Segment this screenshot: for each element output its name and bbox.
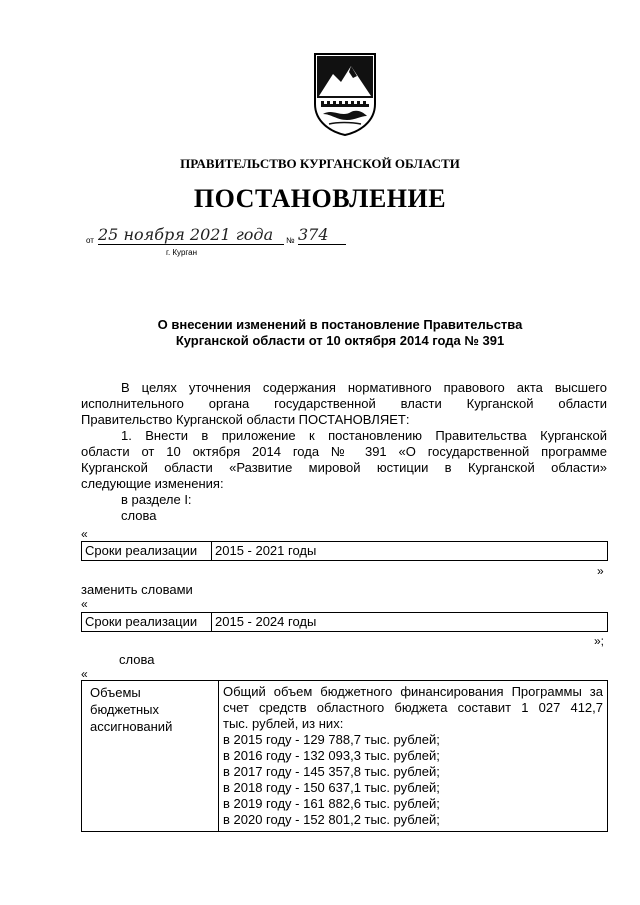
- table-cell-label: Сроки реализации: [82, 613, 212, 632]
- text-line: исполнительного органа государственной власти Курганской области: [81, 396, 607, 411]
- date-prefix-label: от: [86, 236, 94, 245]
- table-cell-value: [219, 681, 608, 832]
- government-title: ПРАВИТЕЛЬСТВО КУРГАНСКОЙ ОБЛАСТИ: [180, 156, 460, 171]
- text-line: Правительство Курганской области ПОСТАНОВЛЯЕТ:: [81, 412, 410, 427]
- paragraph-preamble: [81, 380, 607, 524]
- close-quote: »;: [594, 634, 605, 648]
- text-line: заменить словами: [81, 582, 193, 597]
- handwritten-date: 25 ноября 2021 года: [98, 226, 284, 245]
- table-row: [82, 681, 608, 832]
- value-line: тыс. рублей, из них:: [223, 716, 344, 731]
- document-type-title: ПОСТАНОВЛЕНИЕ: [193, 184, 447, 213]
- handwritten-number: 374: [298, 226, 346, 245]
- coat-of-arms-emblem: [311, 52, 379, 136]
- open-quote: «: [81, 597, 88, 611]
- value-line: Общий объем бюджетного финансирования Программы за: [223, 684, 603, 699]
- document-subject: [0, 317, 640, 349]
- table-cell-value: 2015 - 2021 годы: [212, 542, 608, 561]
- open-quote: «: [81, 527, 88, 541]
- close-quote: »: [597, 564, 604, 578]
- table-cell-label: Сроки реализации: [82, 542, 212, 561]
- table-cell-label: [82, 681, 219, 832]
- year-line: в 2019 году - 161 882,6 тыс. рублей;: [223, 796, 440, 811]
- year-line: в 2017 году - 145 357,8 тыс. рублей;: [223, 764, 440, 779]
- label-line: ассигнований: [90, 719, 173, 734]
- year-line: в 2018 году - 150 637,1 тыс. рублей;: [223, 780, 440, 795]
- budget-table: [81, 680, 608, 832]
- subject-line: О внесении изменений в постановление Правительства: [157, 317, 523, 332]
- year-line: в 2016 году - 132 093,3 тыс. рублей;: [223, 748, 440, 763]
- table-cell-value: 2015 - 2024 годы: [212, 613, 608, 632]
- table-row: [82, 542, 608, 561]
- subject-line: Курганской области от 10 октября 2014 года № 391: [175, 333, 505, 348]
- number-label: №: [286, 236, 295, 245]
- city-label: г. Курган: [166, 248, 198, 257]
- text-line: 1. Внести в приложение к постановлению Правительства Курганской: [121, 428, 607, 443]
- year-line: в 2020 году - 152 801,2 тыс. рублей;: [223, 812, 440, 827]
- label-line: бюджетных: [90, 702, 159, 717]
- year-line: в 2015 году - 129 788,7 тыс. рублей;: [223, 732, 440, 747]
- text-line: области от 10 октября 2014 года № 391 «О государственной программе: [81, 444, 607, 459]
- signature-line: [86, 226, 366, 266]
- table-row: [82, 613, 608, 632]
- value-line: счет средств областного бюджета составит 1 027 412,7: [223, 700, 603, 715]
- text-line: слова: [119, 652, 155, 667]
- text-line: в разделе I:: [121, 492, 192, 507]
- open-quote: «: [81, 667, 88, 681]
- label-line: Объемы: [90, 685, 141, 700]
- new-period-table: [81, 612, 608, 632]
- text-line: В целях уточнения содержания нормативного правового акта высшего: [121, 380, 607, 395]
- text-line: следующие изменения:: [81, 476, 224, 491]
- text-line: Курганской области «Развитие мировой юстиции в Курганской области»: [81, 460, 607, 475]
- text-line: слова: [121, 508, 157, 523]
- old-period-table: [81, 541, 608, 561]
